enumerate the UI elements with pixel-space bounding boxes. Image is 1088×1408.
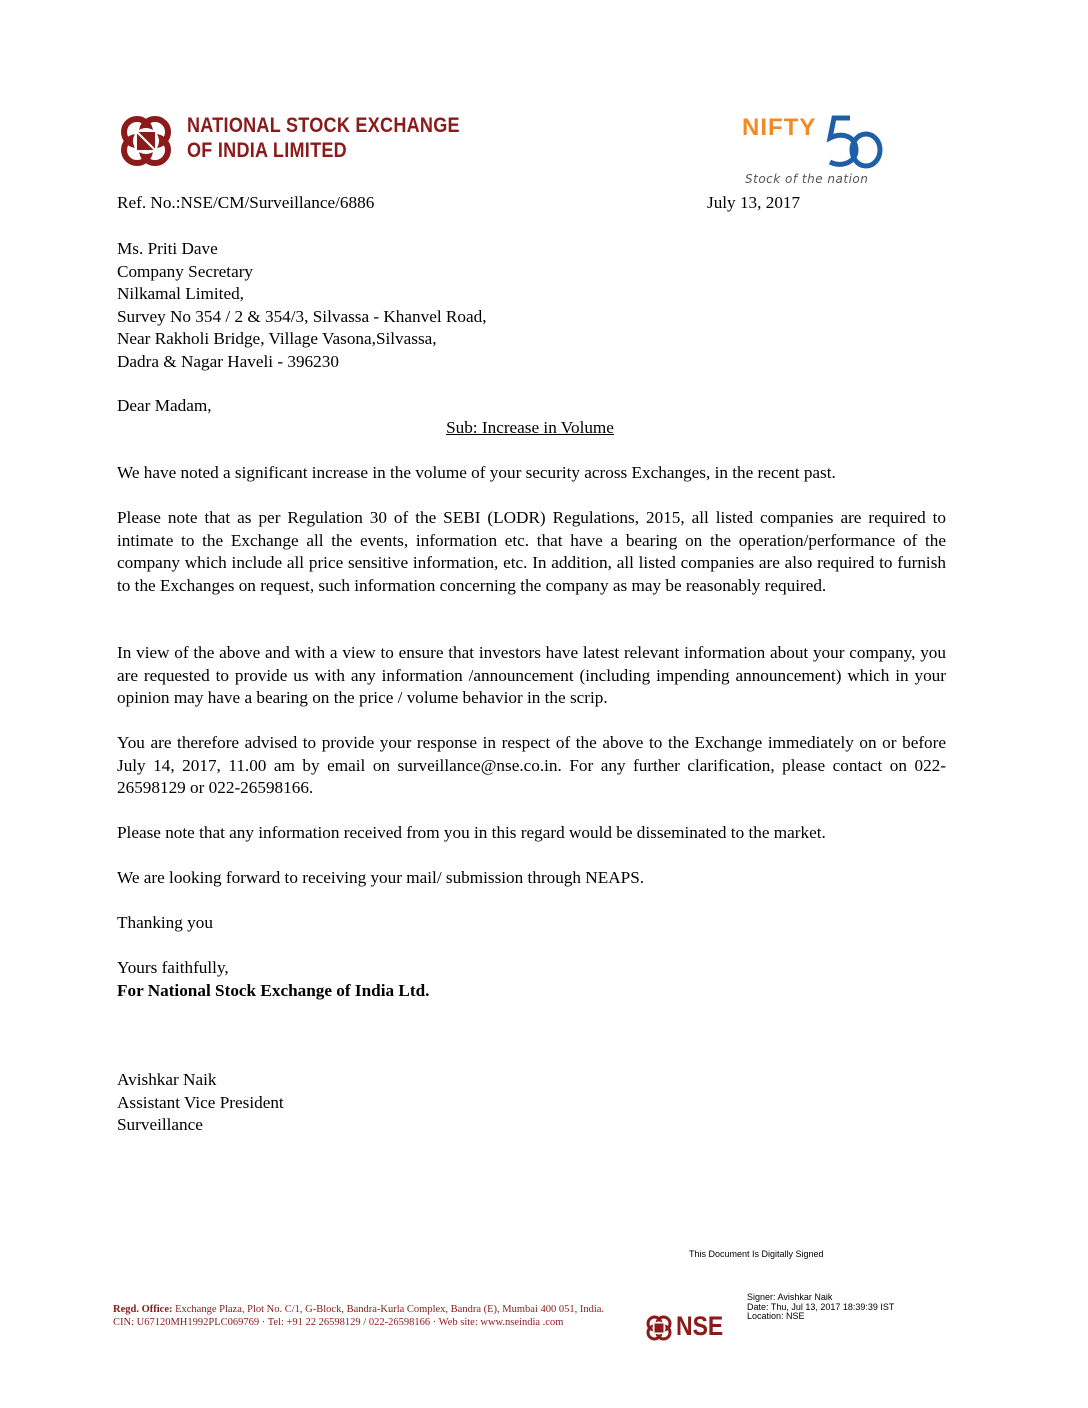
recipient-address-line: Near Rakholi Bridge, Village Vasona,Silvassa,: [117, 329, 437, 348]
signatory-department: Surveillance: [117, 1115, 203, 1134]
footer-address: [113, 1304, 604, 1329]
recipient-title: Company Secretary: [117, 261, 254, 281]
body-paragraph: Please note that any information received from you in this regard would be disseminated to the market.: [117, 823, 826, 842]
body-paragraph: We have noted a significant increase in the volume of your security across Exchanges, in the recent past.: [117, 463, 836, 482]
footer-regd-label: Regd. Office:: [113, 1304, 173, 1315]
recipient-company: Nilkamal Limited,: [117, 284, 244, 303]
signature-signer: Signer: Avishkar Naik: [747, 1292, 833, 1302]
recipient-address-line: Survey No 354 / 2 & 354/3, Silvassa - Khanvel Road,: [117, 306, 487, 326]
signatory-title: Assistant Vice President: [117, 1092, 284, 1112]
org-name-line1: NATIONAL STOCK EXCHANGE: [187, 114, 460, 137]
body-paragraph: You are therefore advised to provide your response in respect of the above to the Exchange immediately on or before July 14, 2017, 11.00 am by email on surveillance@nse.co.in. For any further clarification, please contact on 022-26598129 or 022-26598166.: [117, 733, 946, 797]
nifty-logo-word: NIFTY: [742, 114, 817, 141]
nifty-tagline: Stock of the nation: [745, 172, 869, 186]
digital-signature-block: [747, 1293, 894, 1322]
nifty50-logo: [740, 110, 890, 190]
nifty-50-icon: [820, 110, 890, 172]
nse-logo-icon: [118, 113, 174, 169]
signature-location: Location: NSE: [747, 1311, 805, 1321]
letter-date: July 13, 2017: [707, 193, 801, 212]
subject-text: Sub: Increase in Volume: [446, 418, 614, 437]
closing-line: Yours faithfully,: [117, 958, 229, 977]
subject-line: [0, 417, 1060, 440]
footer-regd-address: Exchange Plaza, Plot No. C/1, G-Block, Bandra-Kurla Complex, Bandra (E), Mumbai 400 051, India.: [172, 1304, 605, 1315]
reference-number: Ref. No.:NSE/CM/Surveillance/6886: [117, 193, 375, 212]
signatory-name: Avishkar Naik: [117, 1070, 217, 1089]
recipient-name: Ms. Priti Dave: [117, 239, 218, 258]
recipient-address-line: Dadra & Nagar Haveli - 396230: [117, 351, 339, 371]
signature-date: Date: Thu, Jul 13, 2017 18:39:39 IST: [747, 1301, 895, 1312]
org-name: [187, 113, 460, 163]
closing-org: For National Stock Exchange of India Ltd.: [117, 980, 430, 1000]
signatory-block: [117, 1069, 284, 1137]
salutation: Dear Madam,: [117, 396, 212, 415]
digital-signature-note: This Document Is Digitally Signed: [689, 1249, 824, 1259]
closing-block: [117, 957, 429, 1002]
footer-cin-line: CIN: U67120MH1992PLC069769 · Tel: +91 22 26598129 / 022-26598166 · Web site: www.nseindia .com: [113, 1316, 564, 1328]
body-paragraph: Please note that as per Regulation 30 of the SEBI (LODR) Regulations, 2015, all listed companies are required to intimate to the Exchange all the events, information etc. that have a bearing on the operation/performance of the company which include all price sensitive information, etc. In addition, all listed companies are also required to furnish to the Exchanges on request, such information concerning the company as may be reasonably required.: [117, 508, 946, 595]
org-name-line2: OF INDIA LIMITED: [187, 139, 347, 162]
recipient-address: [117, 238, 487, 373]
nse-footer-logo-icon: [645, 1314, 673, 1342]
body-paragraph: We are looking forward to receiving your mail/ submission through NEAPS.: [117, 868, 645, 887]
body-paragraph: In view of the above and with a view to ensure that investors have latest relevant information about your company, you are requested to provide us with any information /announcement (including impending announcement) which in your opinion may have a bearing on the price / volume behavior in the scrip.: [117, 643, 946, 707]
thanks-line: Thanking you: [117, 913, 213, 932]
footer-logo-text: NSE: [676, 1311, 724, 1341]
